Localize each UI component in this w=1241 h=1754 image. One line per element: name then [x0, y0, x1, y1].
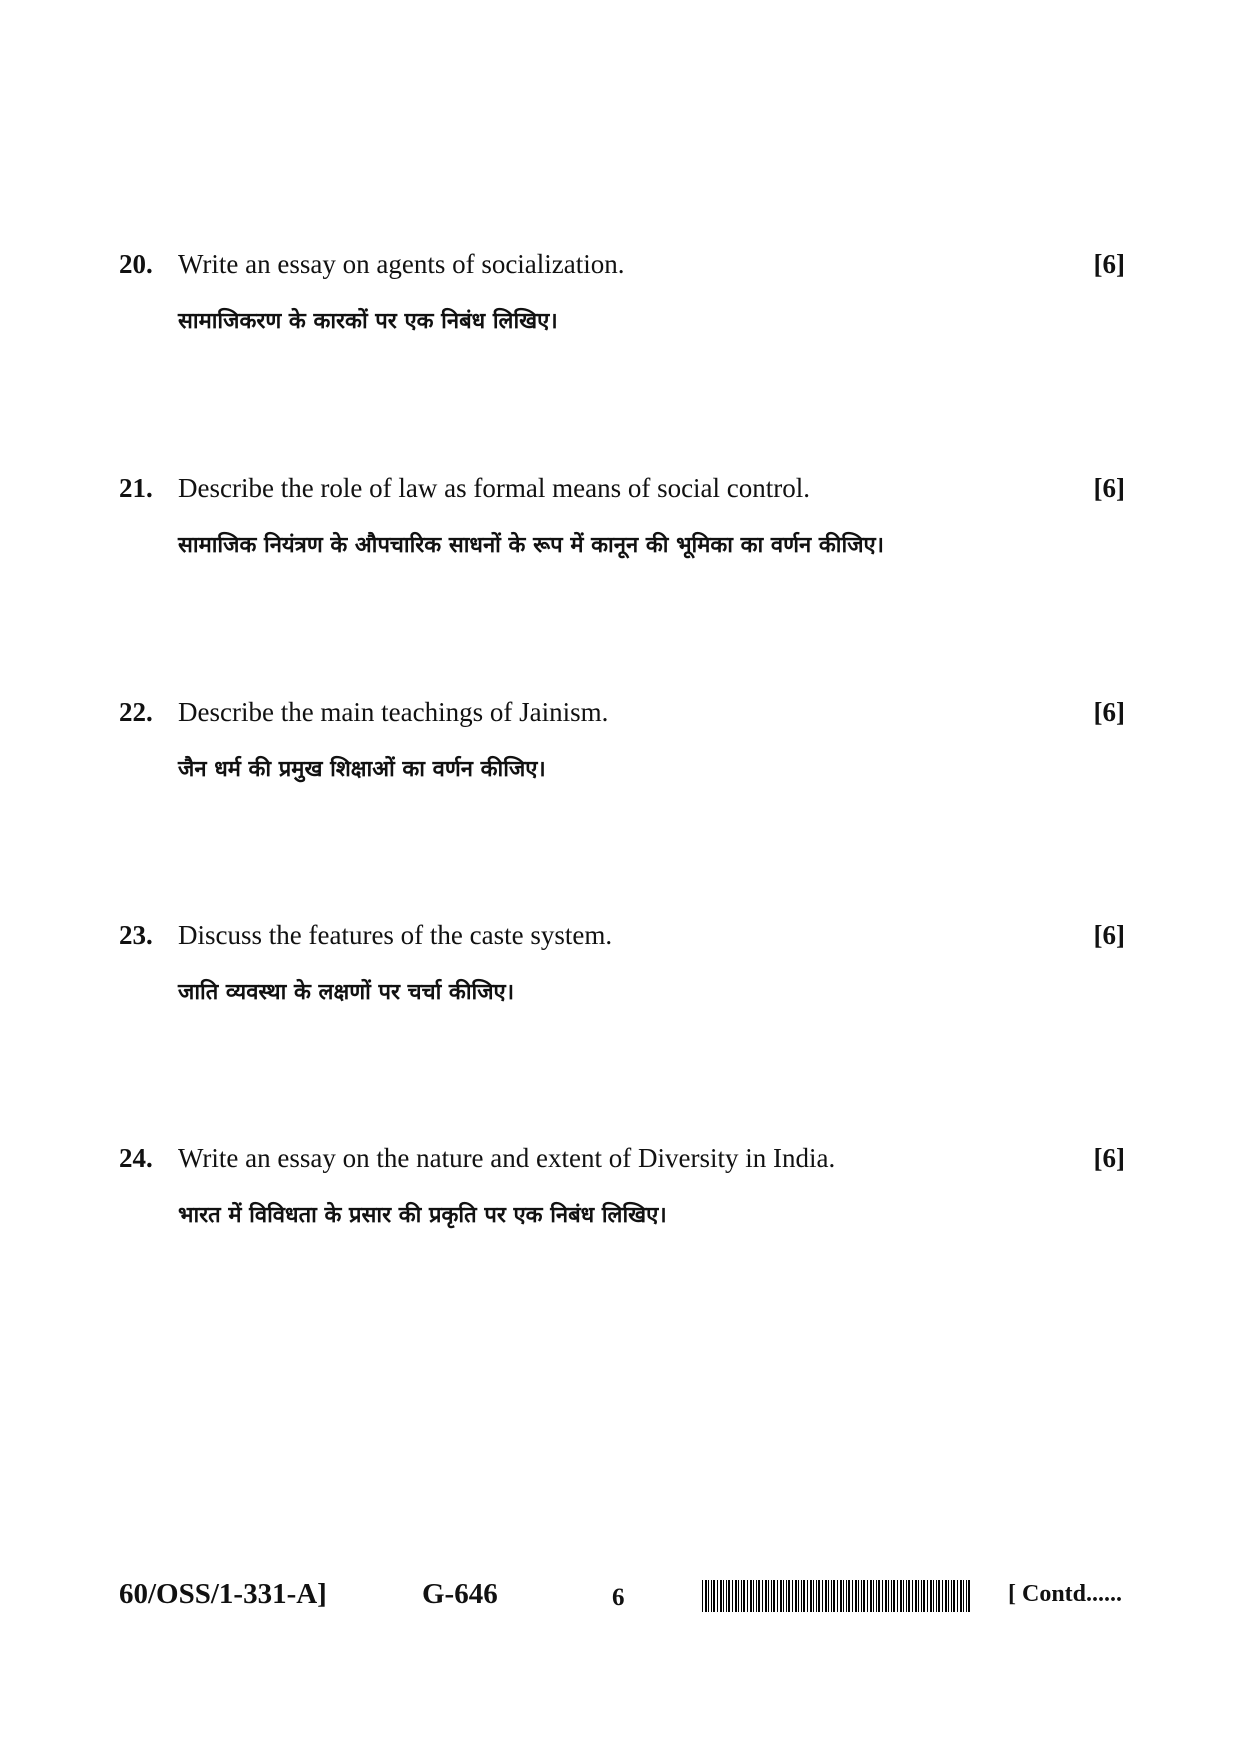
question-marks: [6]	[1093, 249, 1125, 279]
question-number: 23.	[119, 920, 153, 950]
question-text-hindi: सामाजिकरण के कारकों पर एक निबंध लिखिए।	[178, 309, 558, 334]
question-text-english: Describe the role of law as formal means of social control.	[178, 473, 811, 503]
question-text-hindi: सामाजिक नियंत्रण के औपचारिक साधनों के रूप में कानून की भूमिका का वर्णन कीजिए।	[178, 533, 885, 558]
question-line	[119, 468, 1125, 508]
question-20	[119, 244, 1125, 334]
question-marks: [6]	[1093, 920, 1125, 950]
question-number: 22.	[119, 697, 153, 727]
question-21	[119, 468, 1125, 558]
question-marks: [6]	[1093, 697, 1125, 727]
paper-code: 60/OSS/1-331-A]	[119, 1578, 327, 1610]
question-line	[119, 692, 1125, 732]
question-number: 20.	[119, 249, 153, 279]
question-text-english: Write an essay on the nature and extent of Diversity in India.	[178, 1143, 836, 1173]
question-marks: [6]	[1093, 1143, 1125, 1173]
question-23	[119, 915, 1125, 1005]
question-22	[119, 692, 1125, 782]
continued-marker: [ Contd......	[1008, 1581, 1123, 1607]
question-text-hindi: भारत में विविधता के प्रसार की प्रकृति पर एक निबंध लिखिए।	[178, 1203, 667, 1228]
question-24	[119, 1138, 1125, 1228]
question-text-hindi: जैन धर्म की प्रमुख शिक्षाओं का वर्णन कीजिए।	[178, 757, 546, 782]
question-number: 21.	[119, 473, 153, 503]
question-marks: [6]	[1093, 473, 1125, 503]
question-line	[119, 915, 1125, 955]
question-number: 24.	[119, 1143, 153, 1173]
question-text-english: Discuss the features of the caste system.	[178, 920, 613, 950]
question-text-english: Describe the main teachings of Jainism.	[178, 697, 609, 727]
barcode-image	[702, 1580, 970, 1612]
question-line	[119, 244, 1125, 284]
page-footer	[0, 1574, 1241, 1614]
series-code: G-646	[422, 1578, 498, 1610]
page-number: 6	[612, 1584, 625, 1611]
question-line	[119, 1138, 1125, 1178]
question-text-hindi: जाति व्यवस्था के लक्षणों पर चर्चा कीजिए।	[178, 980, 515, 1005]
question-text-english: Write an essay on agents of socialization.	[178, 249, 625, 279]
